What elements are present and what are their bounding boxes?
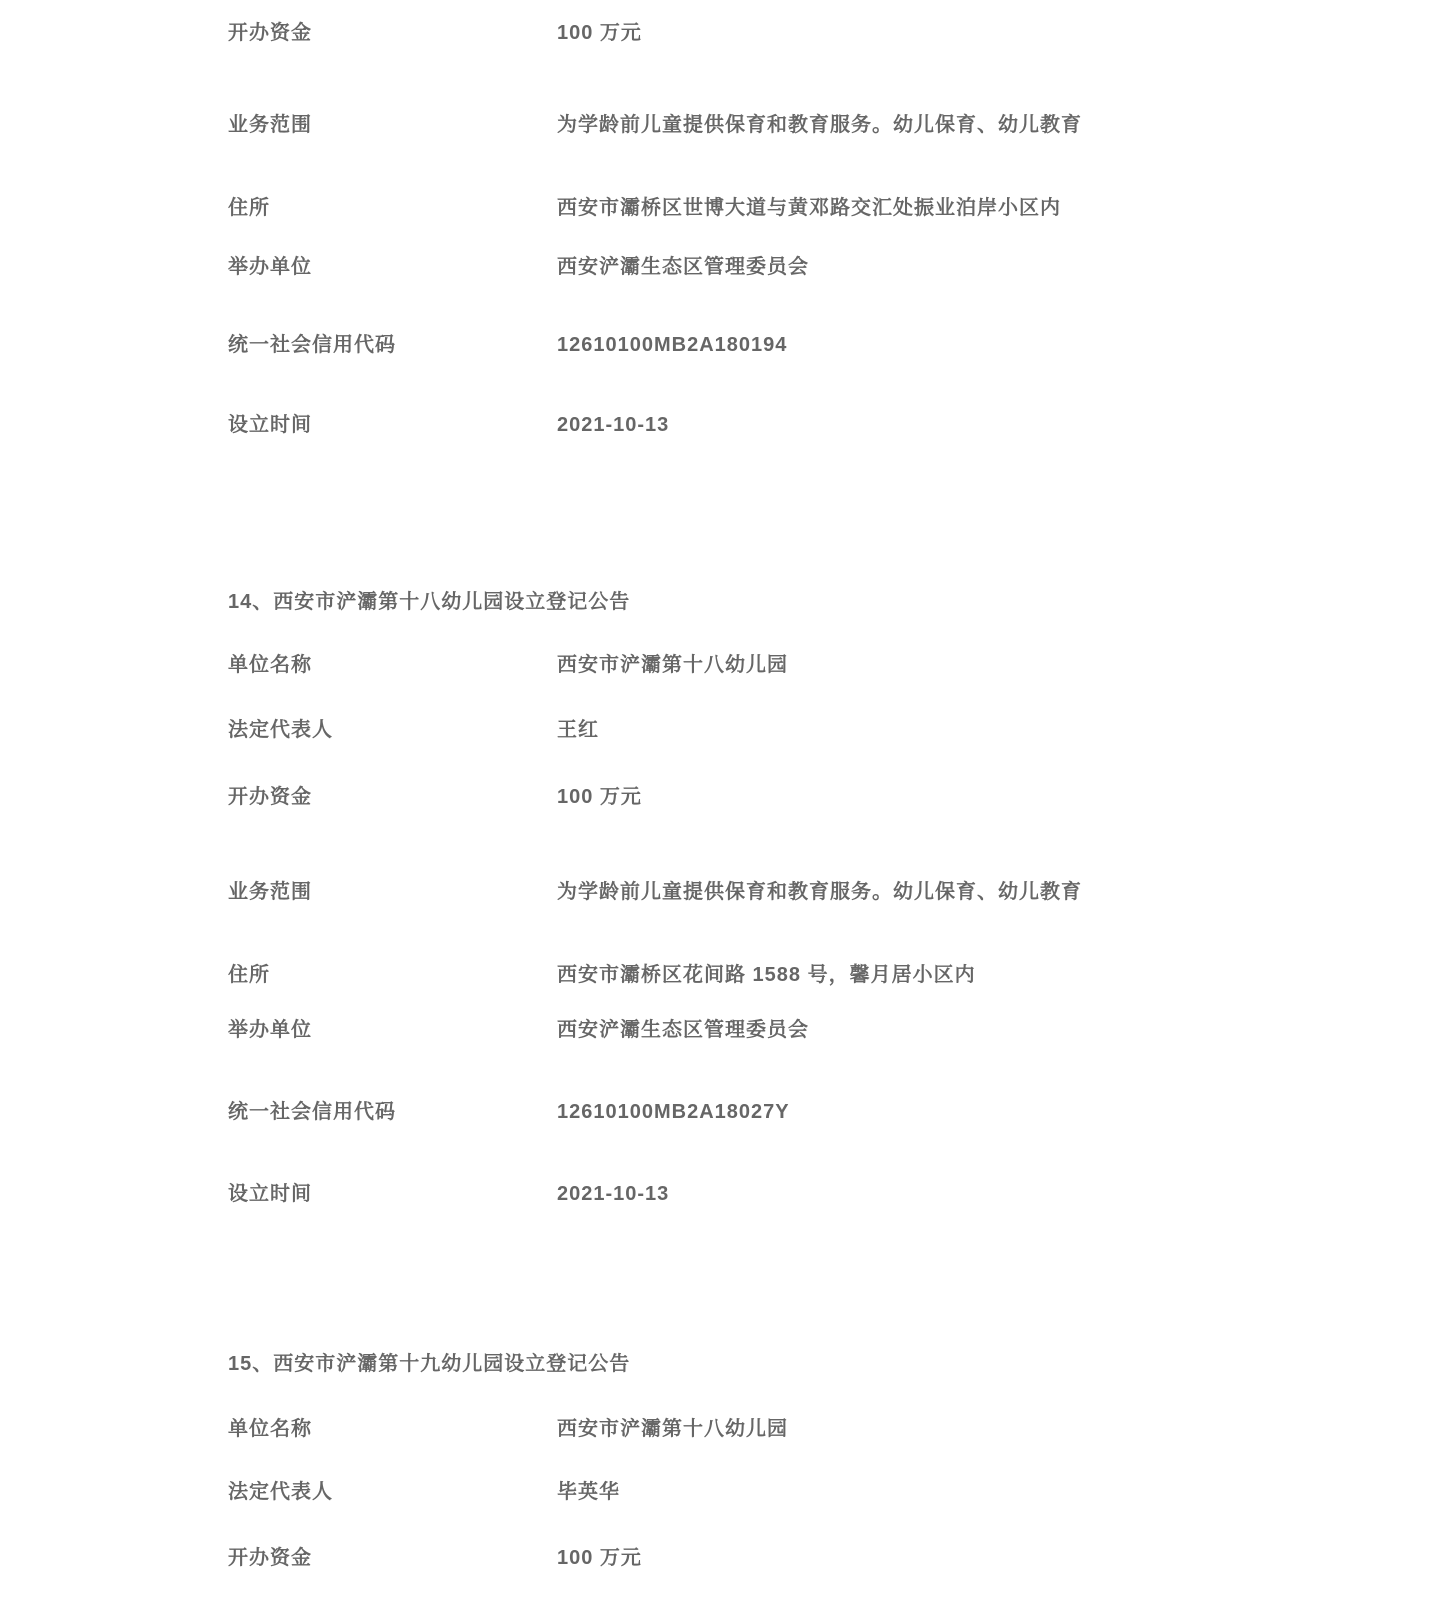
field-value: 为学龄前儿童提供保育和教育服务。幼儿保育、幼儿教育	[557, 881, 1082, 903]
field-label: 举办单位	[228, 256, 312, 278]
field-value: 2021-10-13	[557, 414, 670, 436]
field-row	[228, 1419, 1416, 1440]
field-row	[228, 198, 1416, 219]
field-value: 西安浐灞生态区管理委员会	[557, 1019, 809, 1041]
field-label: 法定代表人	[228, 1481, 333, 1503]
field-row	[228, 882, 1416, 903]
field-row	[228, 1482, 1416, 1503]
field-row	[228, 23, 1416, 44]
field-value: 为学龄前儿童提供保育和教育服务。幼儿保育、幼儿教育	[557, 114, 1082, 136]
section-title: 14、西安市浐灞第十八幼儿园设立登记公告	[228, 591, 631, 613]
field-row	[228, 415, 1416, 436]
field-label: 开办资金	[228, 1547, 312, 1569]
field-label: 设立时间	[228, 414, 312, 436]
field-value: 12610100MB2A180194	[557, 334, 788, 356]
field-value: 100 万元	[557, 786, 642, 808]
field-value: 西安市灞桥区世博大道与黄邓路交汇处振业泊岸小区内	[557, 197, 1061, 219]
field-row	[228, 965, 1416, 986]
field-value: 王红	[557, 719, 599, 741]
field-label: 住所	[228, 197, 270, 219]
field-label: 统一社会信用代码	[228, 1101, 396, 1123]
field-row	[228, 655, 1416, 676]
field-value: 毕英华	[557, 1481, 620, 1503]
field-value: 100 万元	[557, 22, 642, 44]
field-value: 西安市浐灞第十八幼儿园	[557, 1418, 788, 1440]
field-label: 业务范围	[228, 114, 312, 136]
field-value: 西安浐灞生态区管理委员会	[557, 256, 809, 278]
field-row	[228, 1102, 1416, 1123]
section-title: 15、西安市浐灞第十九幼儿园设立登记公告	[228, 1353, 631, 1375]
field-row	[228, 787, 1416, 808]
field-label: 住所	[228, 964, 270, 986]
field-label: 设立时间	[228, 1183, 312, 1205]
field-row	[228, 1548, 1416, 1569]
field-label: 业务范围	[228, 881, 312, 903]
field-value: 2021-10-13	[557, 1183, 670, 1205]
field-value: 12610100MB2A18027Y	[557, 1101, 790, 1123]
field-label: 单位名称	[228, 654, 312, 676]
field-label: 法定代表人	[228, 719, 333, 741]
field-row	[228, 720, 1416, 741]
field-row	[228, 115, 1416, 136]
field-row	[228, 1020, 1416, 1041]
field-label: 举办单位	[228, 1019, 312, 1041]
field-value: 100 万元	[557, 1547, 642, 1569]
field-label: 开办资金	[228, 22, 312, 44]
field-value: 西安市灞桥区花间路 1588 号，馨月居小区内	[557, 964, 976, 986]
field-label: 统一社会信用代码	[228, 334, 396, 356]
field-label: 单位名称	[228, 1418, 312, 1440]
field-row	[228, 1184, 1416, 1205]
field-label: 开办资金	[228, 786, 312, 808]
field-row	[228, 335, 1416, 356]
field-value: 西安市浐灞第十八幼儿园	[557, 654, 788, 676]
field-row	[228, 257, 1416, 278]
